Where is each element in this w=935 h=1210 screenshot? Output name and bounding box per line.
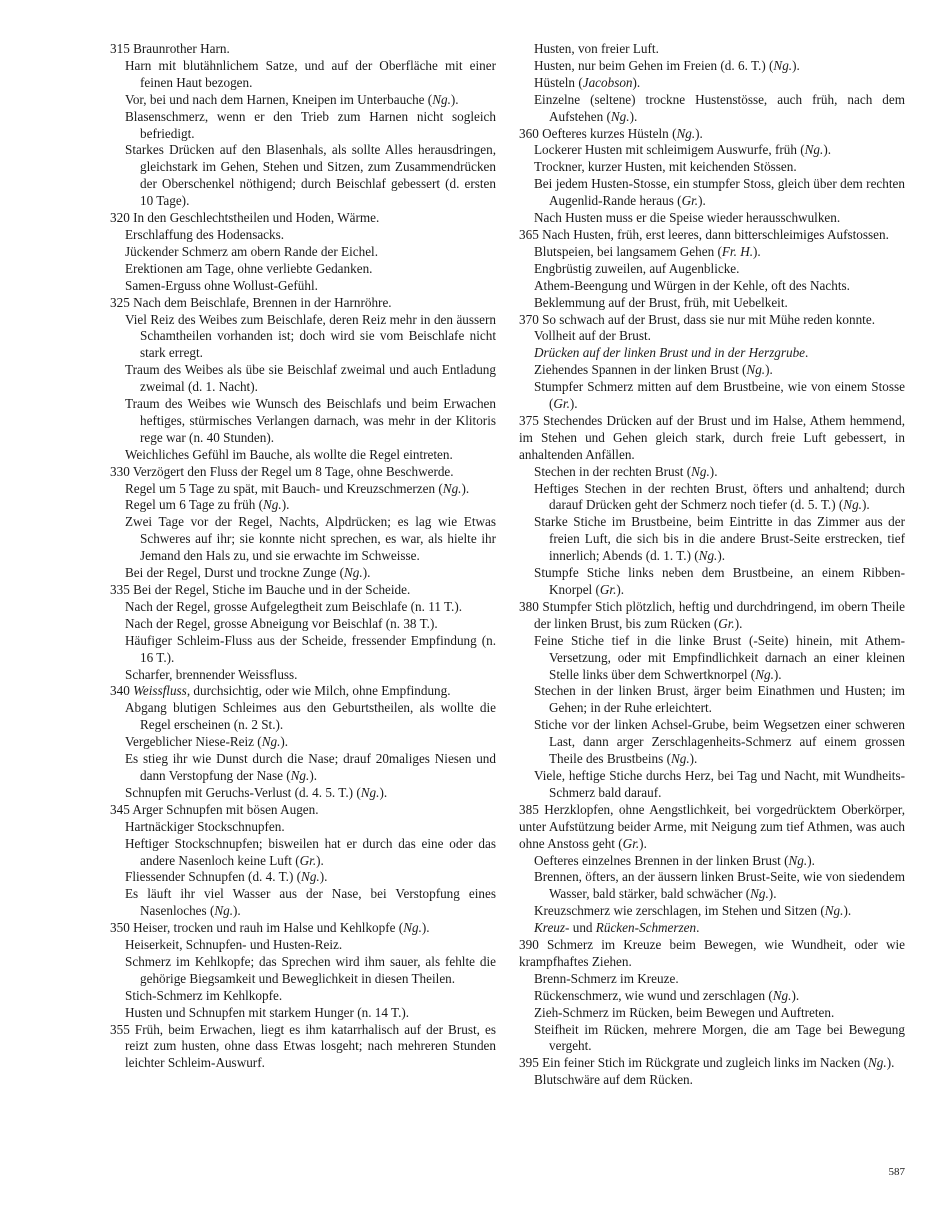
entry-text: ). bbox=[717, 548, 726, 564]
entry-number: 365 bbox=[519, 226, 539, 242]
source-abbrev: Gr. bbox=[718, 615, 735, 631]
source-abbrev: Ng. bbox=[344, 565, 363, 581]
entry-text: Stumpfer Schmerz mitten auf dem Brustbeine, wie von einem Stosse ( bbox=[534, 379, 905, 412]
entry-text: Oefteres kurzes Hüsteln ( bbox=[542, 125, 677, 141]
entry-number: 355 bbox=[110, 1021, 130, 1037]
entry-number: 325 bbox=[110, 294, 130, 310]
entry-text: ). bbox=[791, 987, 800, 1003]
entry-text: Steifheit im Rücken, mehrere Morgen, die am Tage bei Bewegung vergeht. bbox=[534, 1021, 905, 1054]
source-abbrev: Fr. H. bbox=[721, 243, 754, 259]
entry-text: Blasenschmerz, wenn er den Trieb zum Harnen nicht sogleich befriedigt. bbox=[125, 108, 496, 141]
numbered-entry bbox=[110, 683, 496, 700]
entry-number: 345 bbox=[110, 801, 130, 817]
entry-text: Brennen, öfters, an der äussern linken Brust-Seite, wie von siedendem Wasser, bald stärker, bald schwächer ( bbox=[534, 869, 905, 902]
symptom-entry bbox=[110, 261, 496, 278]
source-abbrev: Ng. bbox=[750, 886, 769, 902]
entry-text: Stumpfe Stiche links neben dem Brustbeine, an einem Ribben-Knorpel ( bbox=[534, 565, 905, 597]
page-number: 587 bbox=[888, 1166, 905, 1178]
entry-number: 330 bbox=[110, 463, 130, 479]
entry-number: 315 bbox=[110, 41, 130, 56]
source-abbrev: Ng. bbox=[691, 463, 710, 479]
entry-text: Fliessender Schnupfen (d. 4. T.) ( bbox=[125, 869, 302, 885]
entry-text: Traum des Weibes als übe sie Beischlaf zweimal und auch Entladung zweimal (d. 1. Nacht). bbox=[125, 362, 496, 395]
entry-text: ). bbox=[639, 835, 647, 851]
entry-text: Starke Stiche im Brustbeine, beim Eintritte in das Zimmer aus der freien Luft, die sich bis in die andere Brust-Seite erstrecken, tief innerlich; Abends (d. 1. T.) ( bbox=[534, 514, 905, 564]
entry-text: Feine Stiche tief in die linke Brust (-Seite) hinein, mit Athem-Versetzung, oder mit Empfindlichkeit darnach an einer kleinen Stelle links über dem Schwertknorpel ( bbox=[534, 632, 905, 682]
source-abbrev: Ng. bbox=[442, 480, 462, 496]
entry-text: Samen-Erguss ohne Wollust-Gefühl. bbox=[125, 277, 318, 293]
entry-text: Vor, bei und nach dem Harnen, Kneipen im Unterbauche ( bbox=[125, 91, 433, 107]
source-abbrev: Gr. bbox=[681, 193, 699, 209]
source-abbrev: Ng. bbox=[788, 852, 808, 868]
entry-text: ). bbox=[629, 108, 638, 124]
numbered-entry bbox=[519, 126, 905, 143]
symptom-entry bbox=[519, 1022, 905, 1056]
entry-text: Schmerz im Kreuze beim Bewegen, wie Wundheit, oder wie krampfhaftes Ziehen. bbox=[519, 937, 906, 969]
symptom-entry bbox=[110, 819, 496, 836]
source-abbrev: Ng. bbox=[698, 548, 718, 564]
entry-text: Beklemmung auf der Brust, früh, mit Uebelkeit. bbox=[534, 294, 788, 310]
source-abbrev: Ng. bbox=[804, 142, 824, 158]
entry-number: 370 bbox=[519, 311, 539, 327]
entry-text: ). bbox=[309, 767, 318, 783]
numbered-entry bbox=[110, 802, 496, 819]
entry-number: 395 bbox=[519, 1055, 539, 1071]
entry-text: ). bbox=[616, 582, 625, 597]
entry-text: Stechen in der rechten Brust ( bbox=[534, 463, 692, 479]
entry-number: 390 bbox=[519, 937, 539, 953]
entry-text: Husten, von freier Luft. bbox=[534, 41, 659, 56]
italic-text: Kreuz- bbox=[534, 920, 570, 936]
entry-text: ). bbox=[569, 396, 578, 412]
entry-text: Lockerer Husten mit schleimigem Auswurfe, früh ( bbox=[534, 142, 805, 158]
entry-text: Heiser, trocken und rauh im Halse und Kehlkopfe ( bbox=[133, 920, 404, 936]
symptom-entry bbox=[110, 58, 496, 92]
source-abbrev: Ng. bbox=[432, 91, 451, 107]
symptom-entry bbox=[519, 176, 905, 210]
symptom-entry bbox=[110, 633, 496, 667]
symptom-entry bbox=[110, 667, 496, 684]
symptom-entry bbox=[519, 514, 905, 565]
entry-text: Husten und Schnupfen mit starkem Hunger (n. 14 T.). bbox=[125, 1004, 410, 1020]
entry-text: Vergeblicher Niese-Reiz ( bbox=[125, 734, 262, 750]
entry-text: Hartnäckiger Stockschnupfen. bbox=[125, 818, 285, 834]
entry-text: ). bbox=[734, 615, 743, 631]
entry-text: ). bbox=[861, 497, 870, 513]
entry-text: Stiche vor der linken Achsel-Grube, beim Wegsetzen einer schweren Last, dann arger Zerschlagenheits-Schmerz auf einem grossen Theile des Brustbeins ( bbox=[534, 717, 905, 767]
numbered-entry bbox=[519, 802, 905, 853]
symptom-entry bbox=[519, 159, 905, 176]
numbered-entry bbox=[110, 1022, 496, 1073]
entry-text: . bbox=[805, 345, 809, 361]
symptom-entry bbox=[519, 379, 905, 413]
source-abbrev: Ng. bbox=[773, 57, 793, 73]
symptom-entry bbox=[110, 514, 496, 565]
source-abbrev: Ng. bbox=[670, 751, 690, 767]
source-abbrev: Gr. bbox=[299, 852, 317, 868]
source-abbrev: Ng. bbox=[824, 903, 844, 919]
italic-text: Drücken auf der linken Brust und in der Herzgrube bbox=[534, 345, 806, 361]
symptom-entry bbox=[110, 447, 496, 464]
entry-text: . bbox=[696, 920, 700, 936]
symptom-entry bbox=[110, 142, 496, 210]
symptom-entry bbox=[519, 210, 905, 227]
entry-text: ). bbox=[843, 903, 852, 919]
entry-text: ). bbox=[886, 1055, 895, 1071]
symptom-entry bbox=[110, 937, 496, 954]
entry-text: Hüsteln ( bbox=[534, 74, 583, 90]
entry-text: ). bbox=[792, 57, 800, 73]
symptom-entry bbox=[519, 717, 905, 768]
entry-text: Abgang blutigen Schleimes aus den Geburtstheilen, als wollte die Regel erscheinen (n. 2 St.). bbox=[125, 700, 496, 733]
entry-text: Nach Husten, früh, erst leeres, dann bitterschleimiges Aufstossen. bbox=[542, 226, 889, 242]
symptom-entry bbox=[110, 92, 496, 109]
entry-text: Ziehendes Spannen in der linken Brust ( bbox=[534, 362, 747, 378]
symptom-entry bbox=[110, 362, 496, 396]
entry-text: ). bbox=[461, 480, 470, 496]
entry-text: Scharfer, brennender Weissfluss. bbox=[125, 666, 298, 682]
entry-text: Erektionen am Tage, ohne verliebte Gedanken. bbox=[125, 260, 373, 276]
symptom-entry bbox=[110, 836, 496, 870]
numbered-entry bbox=[519, 312, 905, 329]
symptom-entry bbox=[519, 565, 905, 599]
symptom-entry bbox=[519, 869, 905, 903]
entry-text: Bei der Regel, Durst und trockne Zunge ( bbox=[125, 565, 344, 581]
symptom-entry bbox=[110, 227, 496, 244]
source-abbrev: Gr. bbox=[622, 835, 640, 851]
symptom-entry bbox=[519, 1005, 905, 1022]
symptom-entry bbox=[519, 853, 905, 870]
entry-text: Stechen in der linken Brust, ärger beim Einathmen und Husten; im Gehen; in der Ruhe erleichtert. bbox=[534, 683, 905, 716]
entry-text: Oefteres einzelnes Brennen in der linken Brust ( bbox=[534, 852, 789, 868]
symptom-entry bbox=[110, 109, 496, 143]
symptom-entry bbox=[110, 751, 496, 785]
entry-text: ). bbox=[280, 734, 289, 750]
symptom-entry bbox=[110, 565, 496, 582]
symptom-entry bbox=[519, 328, 905, 345]
symptom-entry bbox=[519, 464, 905, 481]
entry-text: Rückenschmerz, wie wund und zerschlagen ( bbox=[534, 987, 773, 1003]
entry-text: Vollheit auf der Brust. bbox=[534, 328, 651, 344]
numbered-entry bbox=[110, 920, 496, 937]
entry-text: Blutschwäre auf dem Rücken. bbox=[534, 1072, 693, 1088]
symptom-entry bbox=[519, 683, 905, 717]
entry-text: , durchsichtig, oder wie Milch, ohne Empfindung. bbox=[186, 683, 451, 699]
source-abbrev: Rücken-Schmerzen bbox=[595, 920, 697, 936]
entry-text: Ein feiner Stich im Rückgrate und zugleich links im Nacken ( bbox=[542, 1055, 869, 1071]
entry-text: Heftiger Stockschnupfen; bisweilen hat er durch das eine oder das andere Nasenloch keine Luft ( bbox=[125, 835, 496, 868]
source-abbrev: Gr. bbox=[599, 582, 617, 597]
entry-text: ). bbox=[233, 903, 241, 919]
entry-text: ). bbox=[689, 751, 698, 767]
entry-text: und bbox=[569, 920, 596, 936]
entry-text: Häufiger Schleim-Fluss aus der Scheide, fressender Empfindung (n. 16 T.). bbox=[125, 632, 496, 665]
entry-text: Starkes Drücken auf den Blasenhals, als sollte Alles herausdringen, gleichstark im Gehen, Stehen und Sitzen, zum Zusammendrücken der Oberschenkel nöthigend; durch Beischlaf gebessert (d. ersten 10 Tage). bbox=[125, 142, 496, 209]
entry-text: Husten, nur beim Gehen im Freien (d. 6. T.) ( bbox=[534, 57, 774, 73]
symptom-entry bbox=[110, 278, 496, 295]
symptom-entry bbox=[519, 261, 905, 278]
source-abbrev: Ng. bbox=[676, 125, 696, 141]
entry-text: Zwei Tage vor der Regel, Nachts, Alpdrücken; es lag wie Etwas Schweres auf ihr; sie konnte nicht sprechen, es war, als hielte ihr Jemand den Hals zu, und sie erwachte im Schweisse. bbox=[125, 514, 496, 564]
numbered-entry bbox=[519, 599, 905, 633]
source-abbrev: Ng. bbox=[746, 362, 766, 378]
entry-text: Nach der Regel, grosse Abneigung vor Beischlaf (n. 38 T.). bbox=[125, 615, 438, 631]
symptom-entry bbox=[519, 142, 905, 159]
entry-text: Viele, heftige Stiche durchs Herz, bei Tag und Nacht, mit Wundheits-Schmerz bald darauf. bbox=[534, 767, 905, 800]
entry-text: In den Geschlechtstheilen und Hoden, Wärme. bbox=[133, 210, 380, 226]
entry-text: Bei jedem Husten-Stosse, ein stumpfer Stoss, gleich über dem rechten Augenlid-Rande heraus ( bbox=[534, 176, 905, 209]
symptom-entry bbox=[519, 988, 905, 1005]
entry-text: Stechendes Drücken auf der Brust und im Halse, Athem hemmend, im Stehen und Gehen gleich stark, durch freie Luft gebessert, in anhaltenden Anfällen. bbox=[519, 412, 906, 462]
entry-text: ). bbox=[632, 74, 641, 90]
symptom-entry bbox=[519, 41, 905, 58]
numbered-entry bbox=[519, 1055, 905, 1072]
entry-text: Zieh-Schmerz im Rücken, beim Bewegen und Auftreten. bbox=[534, 1004, 835, 1020]
entry-text: Herzklopfen, ohne Aengstlichkeit, bei vorgedrücktem Oberkörper, unter Aufstützung beider Arme, mit Neigung zum tief Athmen, was auch ohne Anstoss geht ( bbox=[519, 801, 906, 851]
entry-text: Regel um 5 Tage zu spät, mit Bauch- und Kreuzschmerzen ( bbox=[125, 480, 443, 496]
entry-text: Nach Husten muss er die Speise wieder herausschwulken. bbox=[534, 210, 841, 226]
entry-text: Arger Schnupfen mit bösen Augen. bbox=[132, 801, 319, 817]
numbered-entry bbox=[519, 937, 905, 971]
entry-text: ). bbox=[450, 91, 459, 107]
entry-text: ). bbox=[379, 784, 388, 800]
symptom-entry bbox=[110, 734, 496, 751]
entry-number: 350 bbox=[110, 920, 130, 936]
source-abbrev: Ng. bbox=[868, 1055, 887, 1071]
entry-number: 320 bbox=[110, 210, 130, 226]
source-abbrev: Ng. bbox=[263, 497, 282, 513]
symptom-entry bbox=[519, 920, 905, 937]
numbered-entry bbox=[519, 413, 905, 464]
symptom-entry bbox=[110, 244, 496, 261]
entry-text: Nach der Regel, grosse Aufgelegtheit zum Beischlafe (n. 11 T.). bbox=[125, 598, 463, 614]
entry-text: Weichliches Gefühl im Bauche, als wollte die Regel eintreten. bbox=[125, 446, 453, 462]
symptom-entry bbox=[110, 785, 496, 802]
entry-text: Athem-Beengung und Würgen in der Kehle, oft des Nachts. bbox=[534, 277, 850, 293]
symptom-entry bbox=[110, 869, 496, 886]
entry-number: 360 bbox=[519, 125, 539, 141]
symptom-entry bbox=[110, 599, 496, 616]
symptom-entry bbox=[519, 75, 905, 92]
entry-text: Es läuft ihr viel Wasser aus der Nase, bei Verstopfung eines Nasenloches ( bbox=[125, 886, 496, 919]
symptom-entry bbox=[110, 954, 496, 988]
entry-text: Viel Reiz des Weibes zum Beischlafe, deren Reiz mehr in den äussern Schamtheilen vorhanden ist; doch wird sie vom Beischlafe nicht stark erregt. bbox=[125, 311, 496, 361]
numbered-entry bbox=[110, 41, 496, 58]
entry-number: 385 bbox=[519, 801, 539, 817]
entry-text: ). bbox=[421, 920, 430, 936]
entry-text: ). bbox=[765, 362, 773, 378]
symptom-entry bbox=[519, 362, 905, 379]
entry-text: ). bbox=[709, 463, 718, 479]
numbered-entry bbox=[110, 464, 496, 481]
source-abbrev: Ng. bbox=[214, 903, 234, 919]
symptom-entry bbox=[519, 903, 905, 920]
entry-text: ). bbox=[773, 666, 782, 682]
numbered-entry bbox=[110, 295, 496, 312]
source-abbrev: Ng. bbox=[610, 108, 630, 124]
symptom-entry bbox=[519, 345, 905, 362]
symptom-entry bbox=[519, 971, 905, 988]
entry-text: Schmerz im Kehlkopfe; das Sprechen wird ihm sauer, als fehlte die gehörige Biegsamkeit und Beweglichkeit in diesen Theilen. bbox=[125, 953, 496, 986]
entry-text: Erschlaffung des Hodensacks. bbox=[125, 226, 285, 242]
symptom-entry bbox=[519, 278, 905, 295]
entry-text: ). bbox=[823, 142, 832, 158]
entry-text: Verzögert den Fluss der Regel um 8 Tage, ohne Beschwerde. bbox=[132, 463, 454, 479]
symptom-entry bbox=[110, 1005, 496, 1022]
entry-text: Einzelne (seltene) trockne Hustenstösse, auch früh, nach dem Aufstehen ( bbox=[534, 91, 905, 124]
entry-text: Kreuzschmerz wie zerschlagen, im Stehen und Sitzen ( bbox=[534, 903, 825, 919]
entry-text: Trockner, kurzer Husten, mit keichenden Stössen. bbox=[534, 159, 797, 175]
entry-text: Bei der Regel, Stiche im Bauche und in der Scheide. bbox=[133, 582, 411, 597]
entry-text: Jückender Schmerz am obern Rande der Eichel. bbox=[125, 243, 379, 259]
numbered-entry bbox=[519, 227, 905, 244]
source-abbrev: Ng. bbox=[290, 767, 310, 783]
source-abbrev: Ng. bbox=[403, 920, 422, 936]
source-abbrev: Ng. bbox=[843, 497, 862, 513]
source-abbrev: Jacobson bbox=[582, 74, 633, 90]
entry-text: Engbrüstig zuweilen, auf Augenblicke. bbox=[534, 260, 740, 276]
entry-text: Stumpfer Stich plötzlich, heftig und durchdringend, im obern Theile der linken Brust, bis zum Rücken ( bbox=[534, 598, 906, 631]
entry-text: Harn mit blutähnlichem Satze, und auf der Oberfläche mit einer feinen Haut bezogen. bbox=[125, 57, 496, 90]
symptom-entry bbox=[519, 58, 905, 75]
entry-text: Es stieg ihr wie Dunst durch die Nase; drauf 20maliges Niesen und dann Verstopfung der Nase ( bbox=[125, 751, 496, 783]
symptom-entry bbox=[110, 481, 496, 498]
entry-number: 375 bbox=[519, 412, 539, 428]
symptom-entry bbox=[110, 886, 496, 920]
entry-text: Schnupfen mit Geruchs-Verlust (d. 4. 5. T.) ( bbox=[125, 784, 361, 800]
entry-text: ). bbox=[319, 869, 328, 885]
entry-text: Heftiges Stechen in der rechten Brust, öfters und anhaltend; durch darauf Drücken geht der Schmerz noch tiefer (d. 5. T.) ( bbox=[534, 480, 905, 513]
source-abbrev: Ng. bbox=[772, 987, 792, 1003]
source-abbrev: Ng. bbox=[360, 784, 380, 800]
symptom-entry bbox=[110, 700, 496, 734]
left-column bbox=[110, 41, 496, 1072]
symptom-entry bbox=[519, 244, 905, 261]
entry-text: Früh, beim Erwachen, liegt es ihm katarrhalisch auf der Brust, es reizt zum husten, ohne dass Etwas losgeht; nach mehreren Stunden leichter Schleim-Auswurf. bbox=[125, 1021, 497, 1071]
source-abbrev: Ng. bbox=[301, 869, 320, 885]
entry-text: Heiserkeit, Schnupfen- und Husten-Reiz. bbox=[125, 937, 343, 953]
italic-text: Weissfluss bbox=[133, 683, 187, 699]
entry-text: ). bbox=[807, 852, 815, 868]
symptom-entry bbox=[519, 295, 905, 312]
symptom-entry bbox=[110, 988, 496, 1005]
entry-number: 380 bbox=[519, 598, 539, 614]
source-abbrev: Gr. bbox=[553, 396, 570, 412]
entry-text: Braunrother Harn. bbox=[133, 41, 230, 56]
symptom-entry bbox=[519, 768, 905, 802]
entry-text: ). bbox=[281, 497, 290, 513]
entry-number: 340 bbox=[110, 683, 130, 699]
source-abbrev: Ng. bbox=[755, 666, 774, 682]
symptom-entry bbox=[110, 396, 496, 447]
entry-text: Stich-Schmerz im Kehlkopfe. bbox=[125, 987, 283, 1003]
entry-number: 335 bbox=[110, 582, 130, 597]
numbered-entry bbox=[110, 582, 496, 599]
entry-text: Regel um 6 Tage zu früh ( bbox=[125, 497, 263, 513]
right-column bbox=[519, 41, 905, 1089]
symptom-entry bbox=[110, 616, 496, 633]
symptom-entry bbox=[519, 92, 905, 126]
entry-text: ). bbox=[768, 886, 777, 902]
entry-text: ). bbox=[698, 193, 706, 209]
symptom-entry bbox=[519, 1072, 905, 1089]
symptom-entry bbox=[519, 481, 905, 515]
entry-text: Traum des Weibes wie Wunsch des Beischlafs und beim Erwachen heftiges, stürmisches Verlangen darnach, was mehr in der Klitoris rege war (n. 40 Stunden). bbox=[125, 396, 496, 445]
entry-text: So schwach auf der Brust, dass sie nur mit Mühe reden konnte. bbox=[542, 311, 875, 327]
symptom-entry bbox=[519, 633, 905, 684]
symptom-entry bbox=[110, 312, 496, 363]
numbered-entry bbox=[110, 210, 496, 227]
entry-text: ). bbox=[316, 852, 324, 868]
entry-text: Nach dem Beischlafe, Brennen in der Harnröhre. bbox=[133, 294, 392, 310]
entry-text: Brenn-Schmerz im Kreuze. bbox=[534, 970, 679, 986]
entry-text: ). bbox=[362, 565, 371, 581]
source-abbrev: Ng. bbox=[261, 734, 281, 750]
entry-text: ). bbox=[695, 125, 703, 141]
symptom-entry bbox=[110, 497, 496, 514]
entry-text: ). bbox=[753, 243, 761, 259]
entry-text: Blutspeien, bei langsamem Gehen ( bbox=[534, 243, 722, 259]
